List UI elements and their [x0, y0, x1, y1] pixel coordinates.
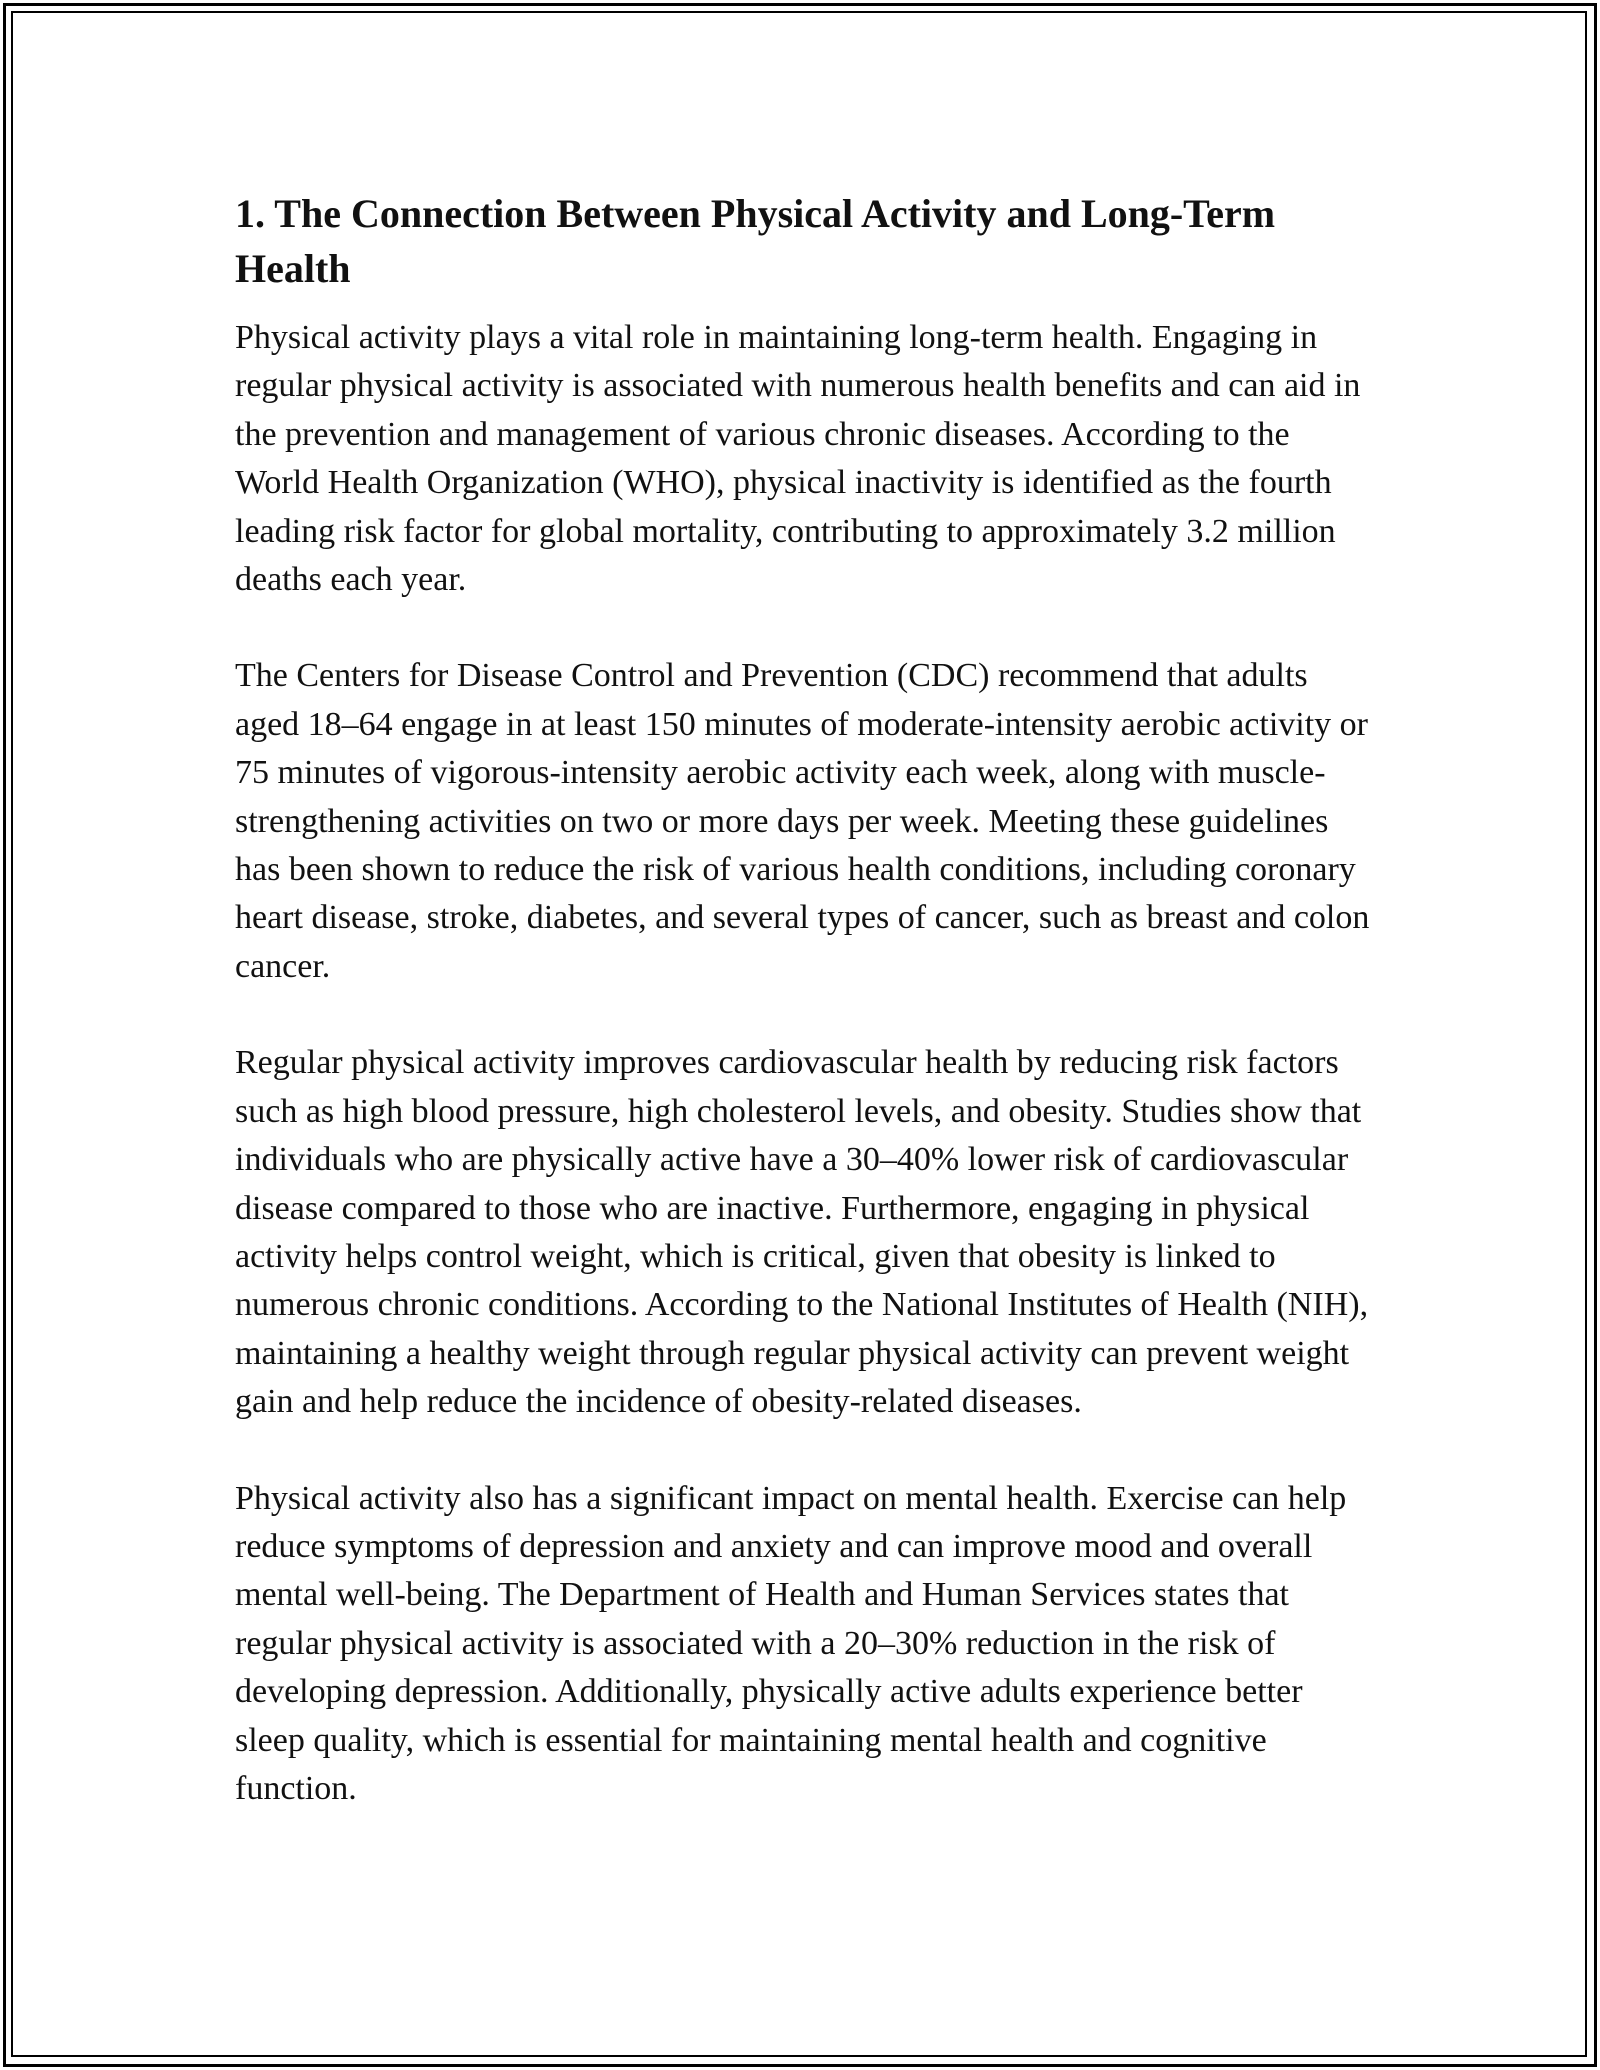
paragraph-cardiovascular: Regular physical activity improves cardiovascular health by reducing risk factors such as high blood pressure, high cholesterol levels, and obesity. Studies show that individuals who are physically active have a 30–40% lower risk of cardiovascular disease compared to those who are inactive. Furthermore, engaging in physical activity helps control weight, which is critical, given that obesity is linked to numerous chronic conditions. According to the National Institutes of Health (NIH), maintaining a healthy weight through regular physical activity can prevent weight gain and help reduce the incidence of obesity-related diseases. — [235, 1044, 1369, 1421]
document-body — [235, 186, 1375, 1861]
paragraph-cdc-guidelines: The Centers for Disease Control and Prevention (CDC) recommend that adults aged 18–64 engage in at least 150 minutes of moderate-intensity aerobic activity or 75 minutes of vigorous-intensity aerobic activity each week, along with muscle-strengthening activities on two or more days per week. Meeting these guidelines has been shown to reduce the risk of various health conditions, including coronary heart disease, stroke, diabetes, and several types of cancer, such as breast and colon cancer. — [235, 657, 1370, 985]
paragraph-who-inactivity: Physical activity plays a vital role in maintaining long-term health. Engaging in regular physical activity is associated with numerous health benefits and can aid in the prevention and management of various chronic diseases. According to the World Health Organization (WHO), physical inactivity is identified as the fourth leading risk factor for global mortality, contributing to approximately 3.2 million deaths each year. — [235, 319, 1361, 599]
paragraph-mental-health: Physical activity also has a significant impact on mental health. Exercise can help reduce symptoms of depression and anxiety and can improve mood and overall mental well-being. The Department of Health and Human Services states that regular physical activity is associated with a 20–30% reduction in the risk of developing depression. Additionally, physically active adults experience better sleep quality, which is essential for maintaining mental health and cognitive function. — [235, 1479, 1347, 1807]
section-heading: 1. The Connection Between Physical Activity and Long-Term Health — [235, 191, 1276, 291]
